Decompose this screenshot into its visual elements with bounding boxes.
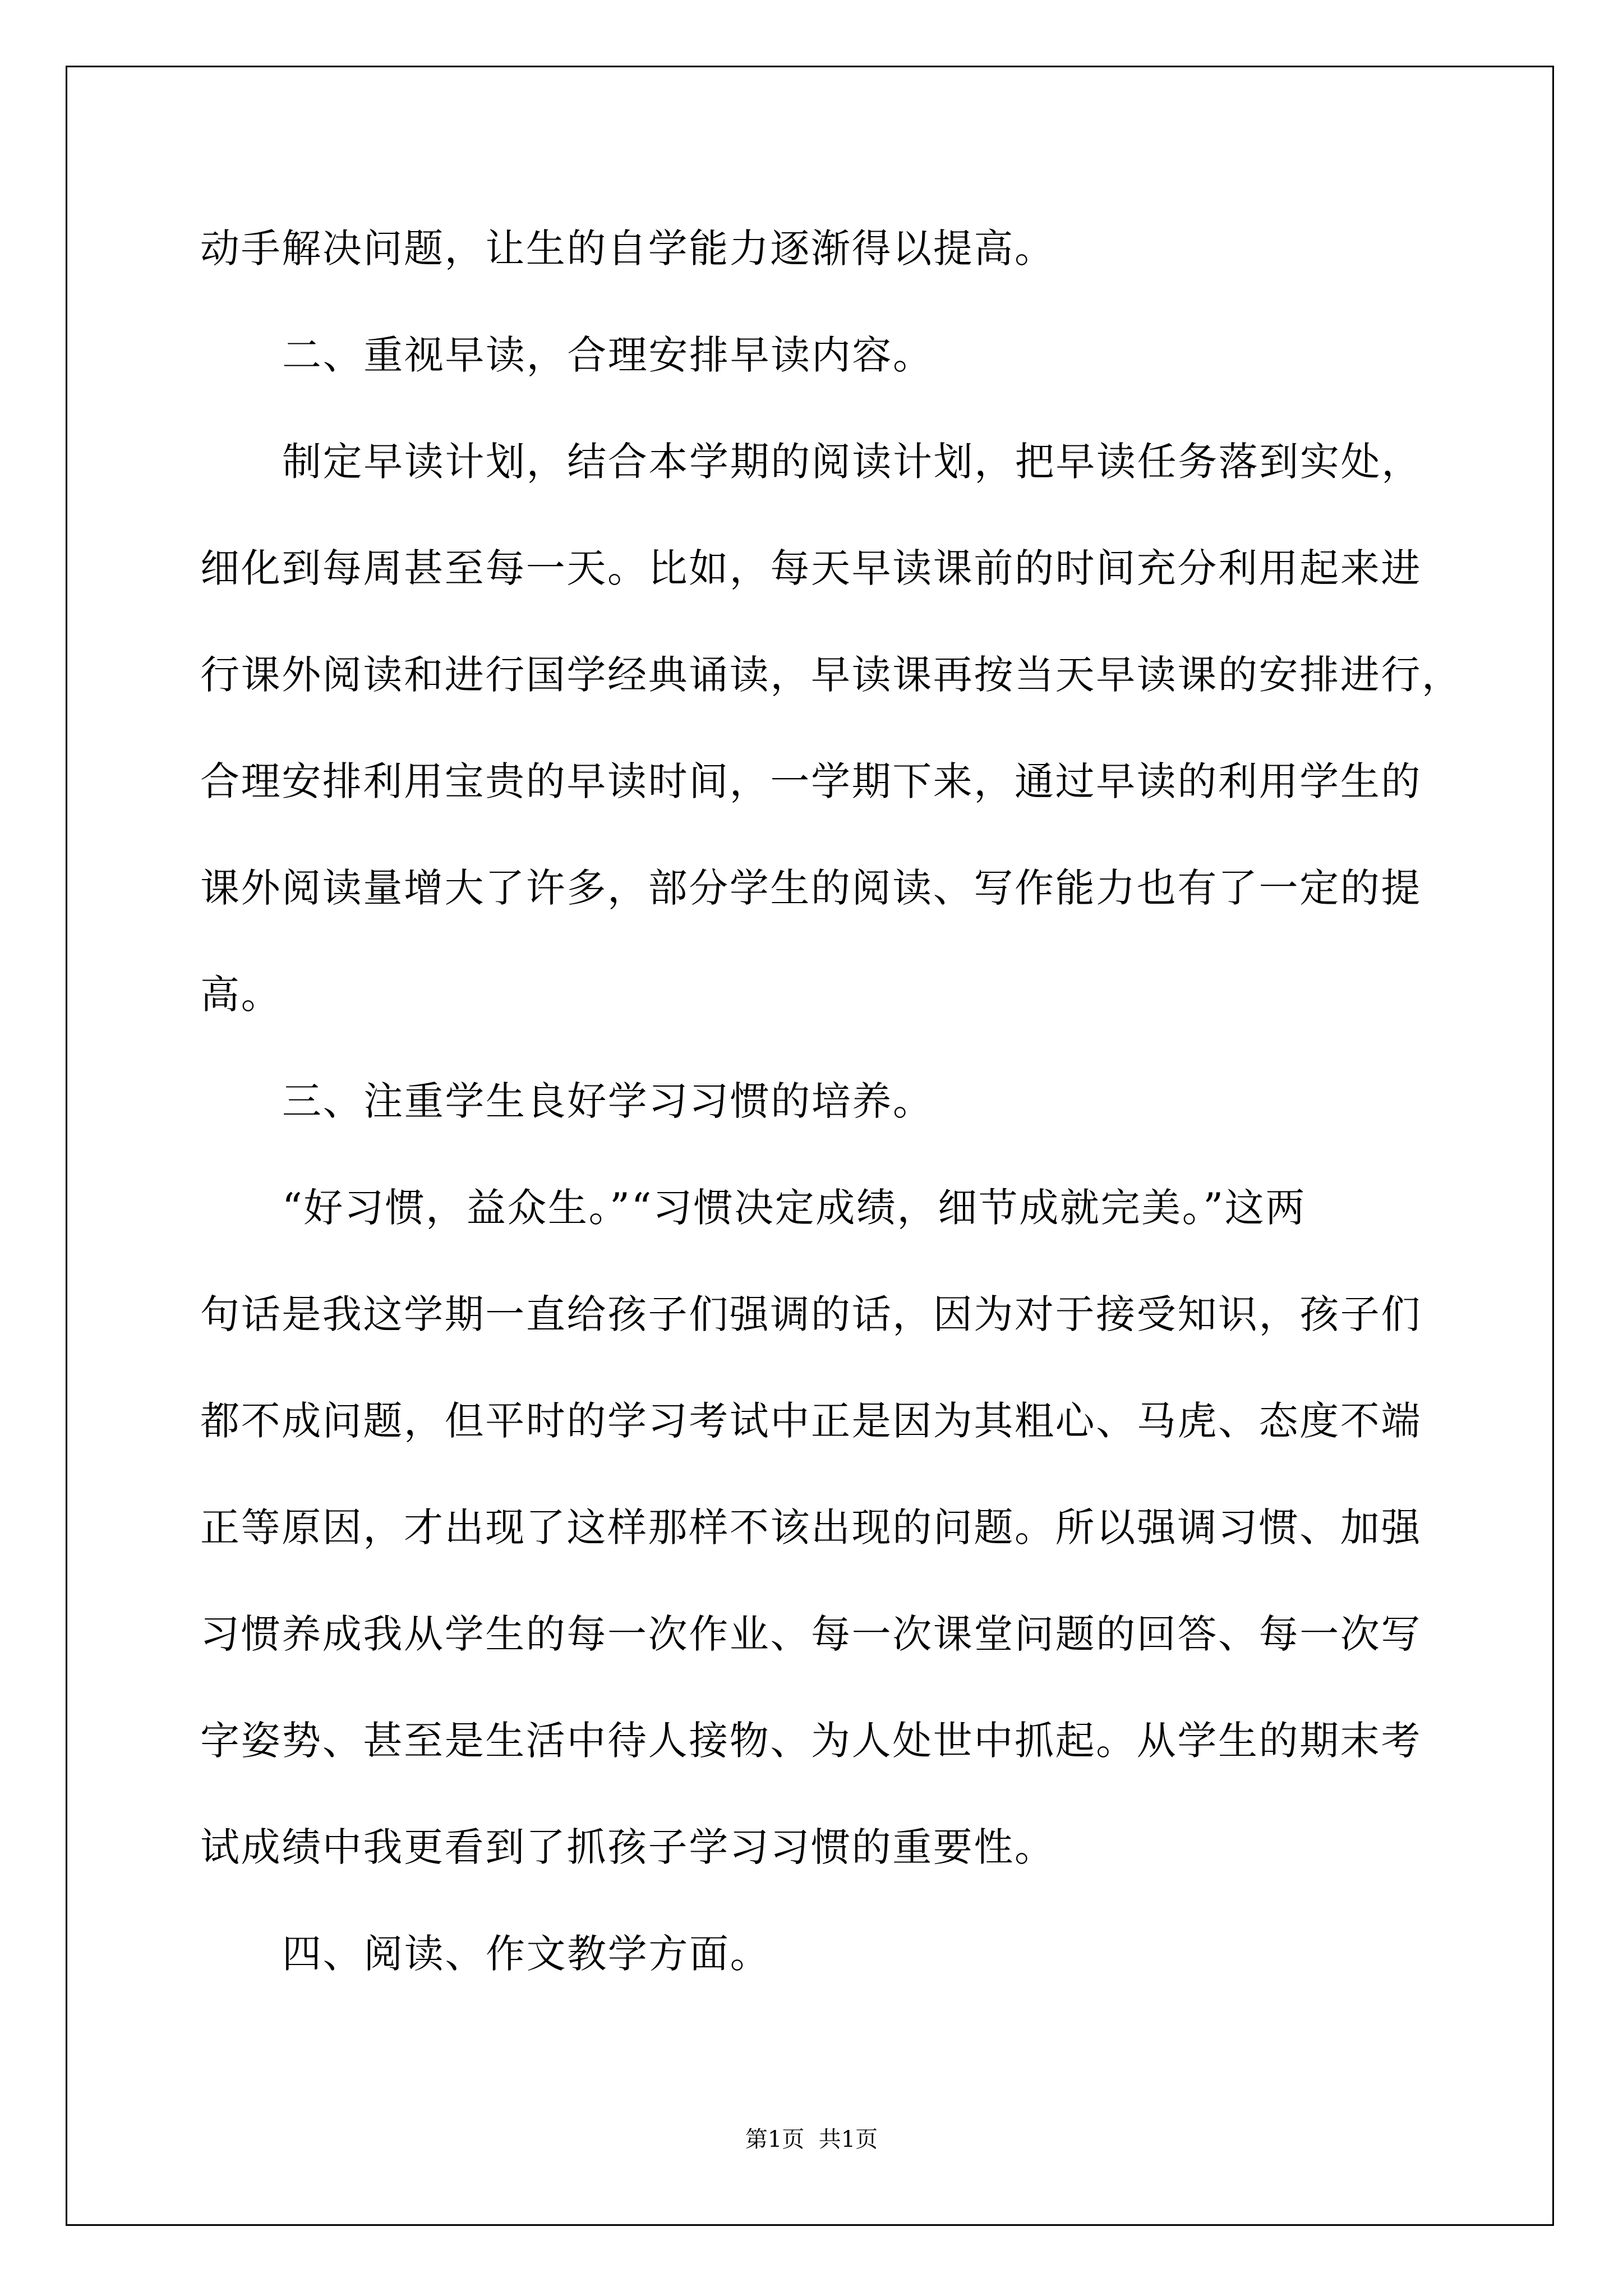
paragraph-line: “好习惯，益众生。”“习惯决定成绩，细节成就完美。”这两	[282, 1185, 1306, 1231]
paragraph-line: 动手解决问题，让生的自学能力逐渐得以提高。	[200, 226, 1055, 272]
paragraph-line: 高。	[200, 972, 282, 1018]
paragraph-line: 习惯养成我从学生的每一次作业、每一次课堂问题的回答、每一次写	[200, 1611, 1422, 1657]
paragraph-line: 句话是我这学期一直给孩子们强调的话，因为对于接受知识，孩子们	[200, 1291, 1422, 1337]
paragraph-line: 字姿势、甚至是生活中待人接物、为人处世中抓起。从学生的期末考	[200, 1718, 1422, 1764]
section-heading: 四、阅读、作文教学方面。	[282, 1931, 771, 1977]
section-heading: 二、重视早读，合理安排早读内容。	[282, 332, 934, 378]
paragraph-line: 制定早读计划，结合本学期的阅读计划，把早读任务落到实处，	[282, 439, 1422, 485]
paragraph-line: 都不成问题，但平时的学习考试中正是因为其粗心、马虎、态度不端	[200, 1398, 1422, 1444]
document-body	[200, 195, 1535, 2007]
page-number-footer: 第1页 共1页	[745, 2127, 878, 2152]
paragraph-line: 细化到每周甚至每一天。比如，每天早读课前的时间充分利用起来进	[200, 545, 1422, 591]
paragraph-line: 正等原因，才出现了这样那样不该出现的问题。所以强调习惯、加强	[200, 1504, 1422, 1550]
section-heading: 三、注重学生良好学习习惯的培养。	[282, 1078, 934, 1124]
paragraph-line: 行课外阅读和进行国学经典诵读，早读课再按当天早读课的安排进行，	[200, 652, 1463, 698]
paragraph-line: 合理安排利用宝贵的早读时间，一学期下来，通过早读的利用学生的	[200, 758, 1422, 804]
paragraph-line: 试成绩中我更看到了抓孩子学习习惯的重要性。	[200, 1824, 1055, 1870]
paragraph-line: 课外阅读量增大了许多，部分学生的阅读、写作能力也有了一定的提	[200, 865, 1422, 911]
